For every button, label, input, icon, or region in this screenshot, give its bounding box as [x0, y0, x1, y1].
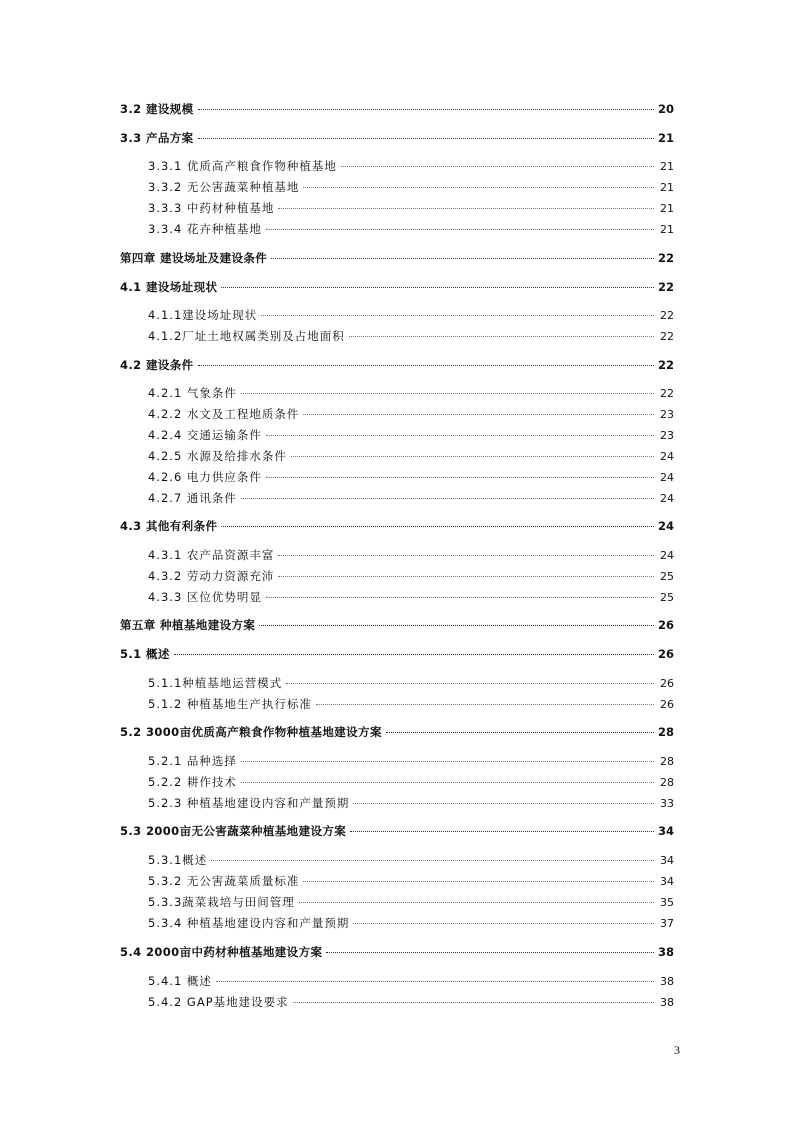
toc-entry-page: 24	[660, 471, 674, 484]
toc-entry-page: 21	[660, 202, 674, 215]
toc-sub-entry[interactable]	[148, 696, 674, 712]
dot-leader	[221, 287, 654, 288]
toc-entry-title: 3.3.2 无公害蔬菜种植基地	[148, 180, 300, 194]
dot-leader	[386, 732, 654, 733]
toc-entry-page: 22	[660, 330, 674, 343]
toc-entry-title: 5.3.2 无公害蔬菜质量标准	[148, 874, 300, 888]
toc-entry-title: 4.2.7 通讯条件	[148, 491, 237, 505]
dot-leader	[303, 187, 654, 188]
toc-heading-entry[interactable]	[120, 518, 674, 534]
toc-entry-title: 4.3 其他有利条件	[120, 519, 218, 533]
toc-sub-entry[interactable]	[148, 852, 674, 868]
toc-entry-page: 34	[660, 854, 674, 867]
toc-entry-page: 38	[657, 945, 674, 959]
dot-leader	[198, 138, 654, 139]
dot-leader	[291, 456, 654, 457]
toc-entry-title: 4.2.4 交通运输条件	[148, 428, 262, 442]
dot-leader	[174, 654, 654, 655]
toc-sub-entry[interactable]	[148, 427, 674, 443]
toc-sub-entry[interactable]	[148, 158, 674, 174]
toc-entry-page: 22	[657, 251, 674, 265]
toc-entry-title: 5.2 3000亩优质高产粮食作物种植基地建设方案	[120, 725, 382, 739]
dot-leader	[271, 258, 654, 259]
toc-entry-title: 5.4 2000亩中药材种植基地建设方案	[120, 945, 323, 959]
toc-entry-title: 5.2.3 种植基地建设内容和产量预期	[148, 796, 350, 810]
dot-leader	[211, 860, 654, 861]
dot-leader	[299, 902, 654, 903]
dot-leader	[350, 831, 654, 832]
toc-entry-page: 24	[657, 519, 674, 533]
toc-entry-page: 23	[660, 429, 674, 442]
dot-leader	[216, 981, 654, 982]
toc-sub-entry[interactable]	[148, 795, 674, 811]
dot-leader	[278, 555, 654, 556]
toc-entry-page: 25	[660, 570, 674, 583]
toc-entry-page: 22	[657, 280, 674, 294]
toc-entry-title: 4.2.5 水源及给排水条件	[148, 449, 287, 463]
toc-entry-page: 26	[660, 677, 674, 690]
toc-heading-entry[interactable]	[120, 617, 674, 633]
toc-entry-title: 3.3.1 优质高产粮食作物种植基地	[148, 159, 337, 173]
toc-entry-page: 24	[660, 450, 674, 463]
toc-heading-entry[interactable]	[120, 279, 674, 295]
dot-leader	[303, 414, 654, 415]
toc-entry-title: 4.3.3 区位优势明显	[148, 590, 262, 604]
toc-entry-page: 34	[657, 824, 674, 838]
toc-entry-page: 26	[657, 618, 674, 632]
toc-sub-entry[interactable]	[148, 179, 674, 195]
dot-leader	[241, 782, 654, 783]
toc-entry-title: 4.2.1 气象条件	[148, 386, 237, 400]
toc-entry-page: 38	[660, 996, 674, 1009]
dot-leader	[198, 365, 654, 366]
dot-leader	[221, 526, 654, 527]
toc-entry-page: 22	[657, 358, 674, 372]
dot-leader	[326, 952, 654, 953]
toc-entry-page: 24	[660, 492, 674, 505]
toc-sub-entry[interactable]	[148, 675, 674, 691]
toc-entry-title: 3.3.3 中药材种植基地	[148, 201, 275, 215]
toc-entry-page: 26	[660, 698, 674, 711]
toc-heading-entry[interactable]	[120, 250, 674, 266]
toc-entry-page: 35	[660, 896, 674, 909]
toc-entry-page: 21	[657, 131, 674, 145]
toc-entry-title: 4.3.2 劳动力资源充沛	[148, 569, 275, 583]
toc-sub-entry[interactable]	[148, 328, 674, 344]
toc-entry-title: 5.3.4 种植基地建设内容和产量预期	[148, 916, 350, 930]
toc-entry-title: 5.2.1 品种选择	[148, 754, 237, 768]
dot-leader	[349, 336, 654, 337]
dot-leader	[241, 393, 654, 394]
toc-entry-page: 21	[660, 160, 674, 173]
toc-entry-title: 4.1 建设场址现状	[120, 280, 218, 294]
dot-leader	[259, 625, 654, 626]
toc-entry-title: 4.3.1 农产品资源丰富	[148, 548, 275, 562]
toc-entry-page: 25	[660, 591, 674, 604]
toc-entry-title: 3.2 建设规模	[120, 102, 194, 116]
dot-leader	[286, 683, 654, 684]
toc-entry-title: 5.3 2000亩无公害蔬菜种植基地建设方案	[120, 824, 347, 838]
toc-heading-entry[interactable]	[120, 724, 674, 740]
toc-entry-title: 5.2.2 耕作技术	[148, 775, 237, 789]
dot-leader	[241, 761, 654, 762]
toc-sub-entry[interactable]	[148, 469, 674, 485]
toc-heading-entry[interactable]	[120, 944, 674, 960]
toc-entry-page: 37	[660, 917, 674, 930]
dot-leader	[266, 229, 654, 230]
dot-leader	[278, 208, 654, 209]
toc-sub-entry[interactable]	[148, 200, 674, 216]
toc-sub-entry[interactable]	[148, 448, 674, 464]
toc-sub-entry[interactable]	[148, 894, 674, 910]
toc-entry-title: 4.2.2 水文及工程地质条件	[148, 407, 300, 421]
toc-entry-page: 28	[657, 725, 674, 739]
toc-entry-title: 4.2 建设条件	[120, 358, 194, 372]
toc-sub-entry[interactable]	[148, 873, 674, 889]
toc-entry-page: 26	[657, 647, 674, 661]
dot-leader	[353, 923, 654, 924]
dot-leader	[261, 315, 654, 316]
toc-heading-entry[interactable]	[120, 101, 674, 117]
toc-entry-title: 4.1.2厂址土地权属类别及占地面积	[148, 329, 345, 343]
toc-sub-entry[interactable]	[148, 406, 674, 422]
page-number: 3	[674, 1043, 680, 1057]
toc-sub-entry[interactable]	[148, 547, 674, 563]
toc-entry-title: 4.2.6 电力供应条件	[148, 470, 262, 484]
toc-heading-entry[interactable]	[120, 357, 674, 373]
toc-sub-entry[interactable]	[148, 774, 674, 790]
toc-entry-title: 4.1.1建设场址现状	[148, 308, 258, 322]
toc-entry-page: 28	[660, 755, 674, 768]
toc-entry-page: 38	[660, 975, 674, 988]
toc-sub-entry[interactable]	[148, 385, 674, 401]
toc-entry-page: 20	[657, 102, 674, 116]
dot-leader	[278, 576, 654, 577]
toc-entry-title: 5.4.1 概述	[148, 974, 212, 988]
toc-sub-entry[interactable]	[148, 307, 674, 323]
toc-sub-entry[interactable]	[148, 568, 674, 584]
toc-entry-title: 3.3 产品方案	[120, 131, 194, 145]
toc-entry-title: 5.1 概述	[120, 647, 170, 661]
toc-sub-entry[interactable]	[148, 994, 674, 1010]
toc-sub-entry[interactable]	[148, 915, 674, 931]
toc-entry-page: 21	[660, 181, 674, 194]
dot-leader	[316, 704, 654, 705]
toc-entry-title: 第四章 建设场址及建设条件	[120, 251, 268, 265]
toc-sub-entry[interactable]	[148, 221, 674, 237]
toc-entry-page: 33	[660, 797, 674, 810]
toc-entry-title: 第五章 种植基地建设方案	[120, 618, 256, 632]
toc-entry-page: 24	[660, 549, 674, 562]
toc-entry-title: 5.3.3蔬菜栽培与田间管理	[148, 895, 295, 909]
toc-heading-entry[interactable]	[120, 130, 674, 146]
dot-leader	[303, 881, 654, 882]
dot-leader	[266, 477, 654, 478]
toc-entry-title: 5.1.2 种植基地生产执行标准	[148, 697, 312, 711]
toc-entry-title: 5.1.1种植基地运营模式	[148, 676, 283, 690]
toc-entry-page: 34	[660, 875, 674, 888]
toc-entry-title: 3.3.4 花卉种植基地	[148, 222, 262, 236]
toc-entry-page: 28	[660, 776, 674, 789]
toc-entry-page: 23	[660, 408, 674, 421]
dot-leader	[293, 1002, 654, 1003]
toc-sub-entry[interactable]	[148, 973, 674, 989]
toc-sub-entry[interactable]	[148, 589, 674, 605]
toc-entry-page: 22	[660, 387, 674, 400]
toc-heading-entry[interactable]	[120, 646, 674, 662]
toc-heading-entry[interactable]	[120, 823, 674, 839]
dot-leader	[353, 803, 654, 804]
toc-sub-entry[interactable]	[148, 753, 674, 769]
toc-entry-page: 21	[660, 223, 674, 236]
toc-entry-title: 5.3.1概述	[148, 853, 208, 867]
toc-entry-page: 22	[660, 309, 674, 322]
toc-sub-entry[interactable]	[148, 490, 674, 506]
dot-leader	[266, 435, 654, 436]
dot-leader	[266, 597, 654, 598]
dot-leader	[241, 498, 654, 499]
toc-entry-title: 5.4.2 GAP基地建设要求	[148, 995, 289, 1009]
dot-leader	[198, 109, 654, 110]
dot-leader	[341, 166, 654, 167]
